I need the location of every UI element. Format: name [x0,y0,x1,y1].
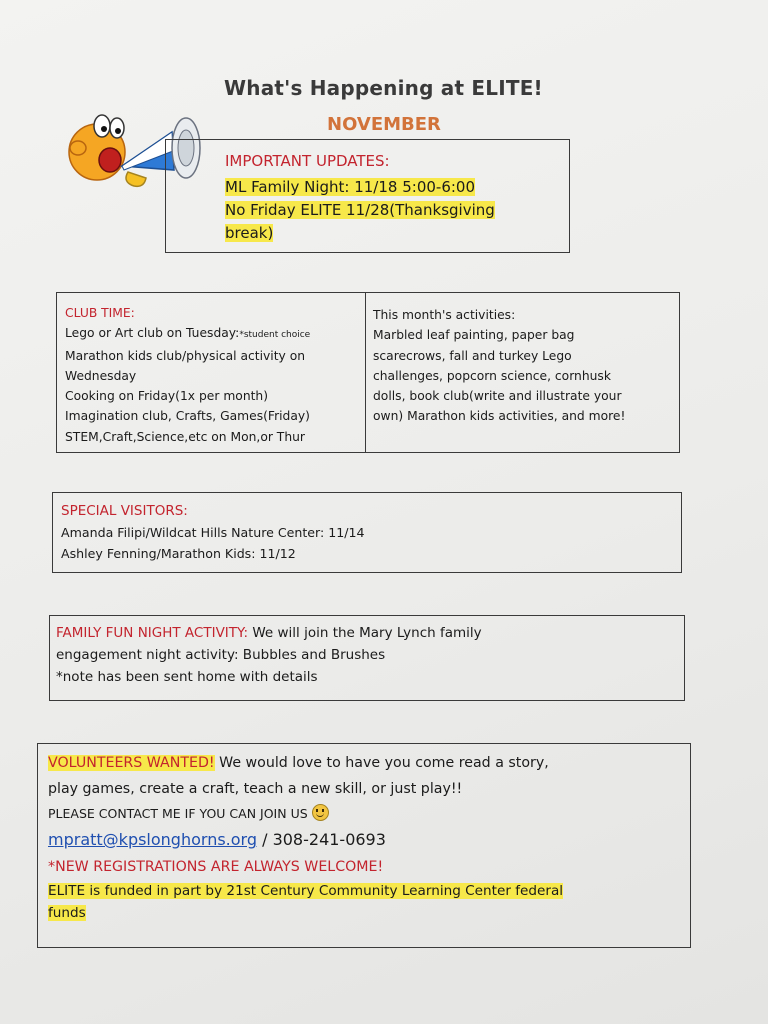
visitor-line: Amanda Filipi/Wildcat Hills Nature Center: 11/14 [61,525,365,540]
special-visitors-box [52,492,682,573]
activities-line: dolls, book club(write and illustrate your [373,389,622,404]
activities-line: challenges, popcorn science, cornhusk [373,368,611,383]
registrations-notice: *NEW REGISTRATIONS ARE ALWAYS WELCOME! [48,859,384,875]
month-heading: NOVEMBER [327,114,441,135]
student-choice-note: *student choice [239,330,311,341]
club-line: STEM,Craft,Science,etc on Mon,or Thur [65,429,305,444]
club-time-box [56,292,680,453]
updates-heading: IMPORTANT UPDATES: [225,152,390,170]
funding-line: ELITE is funded in part by 21st Century Community Learning Center federal [48,883,564,899]
club-line: Marathon kids club/physical activity on [65,348,306,363]
club-line: Imagination club, Crafts, Games(Friday) [65,409,310,424]
funding-line: funds [48,905,86,921]
club-line: Lego or Art club on Tuesday:*student choice [65,326,311,341]
activities-column [373,305,673,427]
club-line: Wednesday [65,368,137,383]
volunteers-line: play games, create a craft, teach a new skill, or just play!! [48,781,463,797]
family-note: *note has been sent home with details [56,669,318,685]
update-line: ML Family Night: 11/18 5:00-6:00 [225,178,475,196]
club-time-heading: CLUB TIME: [65,306,135,320]
family-fun-night-box [49,615,685,701]
visitors-heading: SPECIAL VISITORS: [61,503,188,519]
column-divider [365,293,366,452]
volunteers-box [37,743,691,948]
important-updates-box [165,139,570,253]
family-line: FAMILY FUN NIGHT ACTIVITY: We will join the Mary Lynch family [56,625,482,641]
email-link[interactable]: mpratt@kpslonghorns.org [48,830,257,849]
update-line: No Friday ELITE 11/28(Thanksgiving [225,201,495,219]
activities-heading: This month's activities: [373,308,516,322]
contact-line: PLEASE CONTACT ME IF YOU CAN JOIN US [48,802,684,826]
activities-line: scarecrows, fall and turkey Lego [373,348,572,363]
family-heading: FAMILY FUN NIGHT ACTIVITY: [56,625,249,641]
activities-line: Marbled leaf painting, paper bag [373,328,575,343]
club-line: Cooking on Friday(1x per month) [65,389,269,404]
page-title: What's Happening at ELITE! [224,76,543,100]
volunteers-heading: VOLUNTEERS WANTED! [48,755,215,771]
contact-details [48,826,684,854]
visitor-line: Ashley Fenning/Marathon Kids: 11/12 [61,546,296,561]
update-line: break) [225,224,274,242]
activities-line: own) Marathon kids activities, and more! [373,409,626,424]
phone-number: / 308-241-0693 [262,830,386,849]
smiley-icon [312,804,329,821]
volunteers-line: VOLUNTEERS WANTED! We would love to have you come read a story, [48,755,549,771]
family-line: engagement night activity: Bubbles and Brushes [56,647,386,663]
club-time-column [65,303,361,447]
